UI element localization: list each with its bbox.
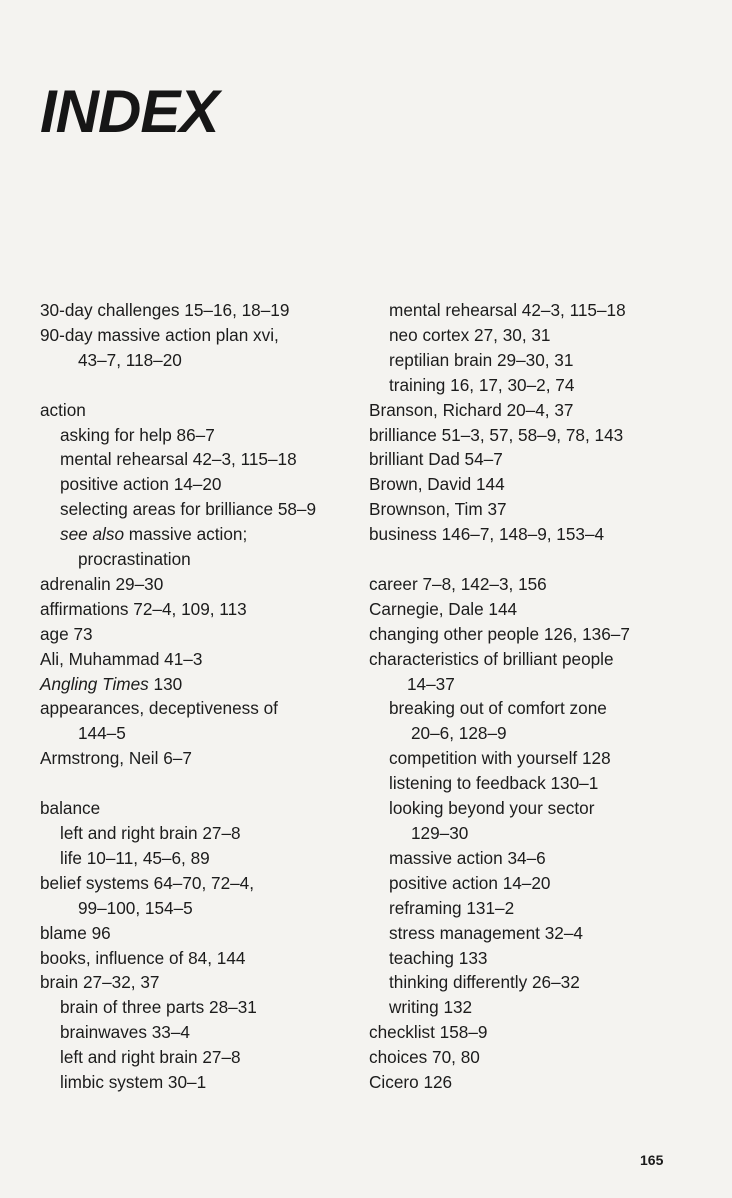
index-entry: career 7–8, 142–3, 156 [369,573,547,594]
index-entry: blame 96 [40,922,111,943]
index-subentry: breaking out of comfort zone [389,698,607,719]
index-entry: action [40,399,86,420]
index-entry: Branson, Richard 20–4, 37 [369,399,574,420]
cross-reference-text: massive action; [124,524,248,545]
section-gap [40,373,360,398]
index-entry: 90-day massive action plan xvi, [40,324,279,345]
index-entry: characteristics of brilliant people [369,648,614,669]
index-entry: Carnegie, Dale 144 [369,598,518,619]
index-subentry: neo cortex 27, 30, 31 [389,324,551,345]
index-subentry: teaching 133 [389,947,488,968]
index-entry: Brown, David 144 [369,474,505,495]
index-entry-continuation: 129–30 [411,823,469,844]
index-subentry: selecting areas for brilliance 58–9 [60,499,317,520]
section-gap [369,547,699,572]
index-entry [40,672,360,697]
index-subentry: left and right brain 27–8 [60,823,241,843]
index-column-left [40,298,360,1095]
index-entry: affirmations 72–4, 109, 113 [40,598,247,619]
index-subentry: brainwaves 33–4 [60,1022,190,1043]
index-subentry: reptilian brain 29–30, 31 [389,349,574,370]
index-entry: Cicero 126 [369,1072,453,1093]
index-subentry: massive action 34–6 [389,847,546,868]
index-entry: business 146–7, 148–9, 153–4 [369,524,605,545]
index-subentry: competition with yourself 128 [389,748,611,769]
index-subentry: left and right brain 27–8 [60,1047,241,1068]
index-entry: age 73 [40,623,93,644]
section-gap [40,771,360,796]
index-subentry: asking for help 86–7 [60,424,215,445]
index-entry: Brownson, Tim 37 [369,499,507,520]
page-number: 165 [640,1152,664,1168]
index-entry: choices 70, 80 [369,1047,480,1068]
index-subentry: looking beyond your sector [389,798,595,819]
index-entry-continuation: 99–100, 154–5 [78,897,193,918]
index-entry-continuation: procrastination [78,549,191,570]
index-entry: Armstrong, Neil 6–7 [40,748,192,769]
index-subentry: mental rehearsal 42–3, 115–18 [60,449,297,470]
index-subentry: positive action 14–20 [60,474,222,495]
index-entry-continuation: 20–6, 128–9 [411,723,507,744]
index-subentry: limbic system 30–1 [60,1072,207,1093]
index-subentry: writing 132 [389,997,473,1018]
index-subentry: positive action 14–20 [389,872,551,893]
index-subentry: brain of three parts 28–31 [60,997,257,1018]
index-subentry: stress management 32–4 [389,922,583,943]
index-entry-continuation: 14–37 [407,673,455,694]
publication-title: Angling Times [40,673,149,694]
index-subentry: listening to feedback 130–1 [389,773,599,794]
see-also-label: see also [60,524,125,545]
index-entry: belief systems 64–70, 72–4, [40,872,255,893]
index-entry: balance [40,798,101,819]
index-entry: adrenalin 29–30 [40,573,164,594]
index-entry: 30-day challenges 15–16, 18–19 [40,300,290,320]
index-subentry: life 10–11, 45–6, 89 [60,847,210,868]
index-entry: brain 27–32, 37 [40,972,160,993]
index-subentry: reframing 131–2 [389,897,515,918]
index-cross-reference [40,522,360,547]
index-entry: changing other people 126, 136–7 [369,623,630,644]
index-entry: appearances, deceptiveness of [40,698,278,719]
index-column-right [369,298,699,1095]
index-entry: brilliant Dad 54–7 [369,449,503,470]
index-entry: brilliance 51–3, 57, 58–9, 78, 143 [369,424,624,445]
index-subentry: thinking differently 26–32 [389,972,580,993]
index-entry: books, influence of 84, 144 [40,947,246,968]
index-entry-continuation: 43–7, 118–20 [78,349,182,370]
index-subentry: mental rehearsal 42–3, 115–18 [389,300,626,320]
index-entry-continuation: 144–5 [78,723,126,744]
index-entry: Ali, Muhammad 41–3 [40,648,203,669]
page-title: INDEX [40,78,219,145]
index-subentry: training 16, 17, 30–2, 74 [389,374,575,395]
page-reference: 130 [148,673,183,694]
index-entry: checklist 158–9 [369,1022,488,1043]
